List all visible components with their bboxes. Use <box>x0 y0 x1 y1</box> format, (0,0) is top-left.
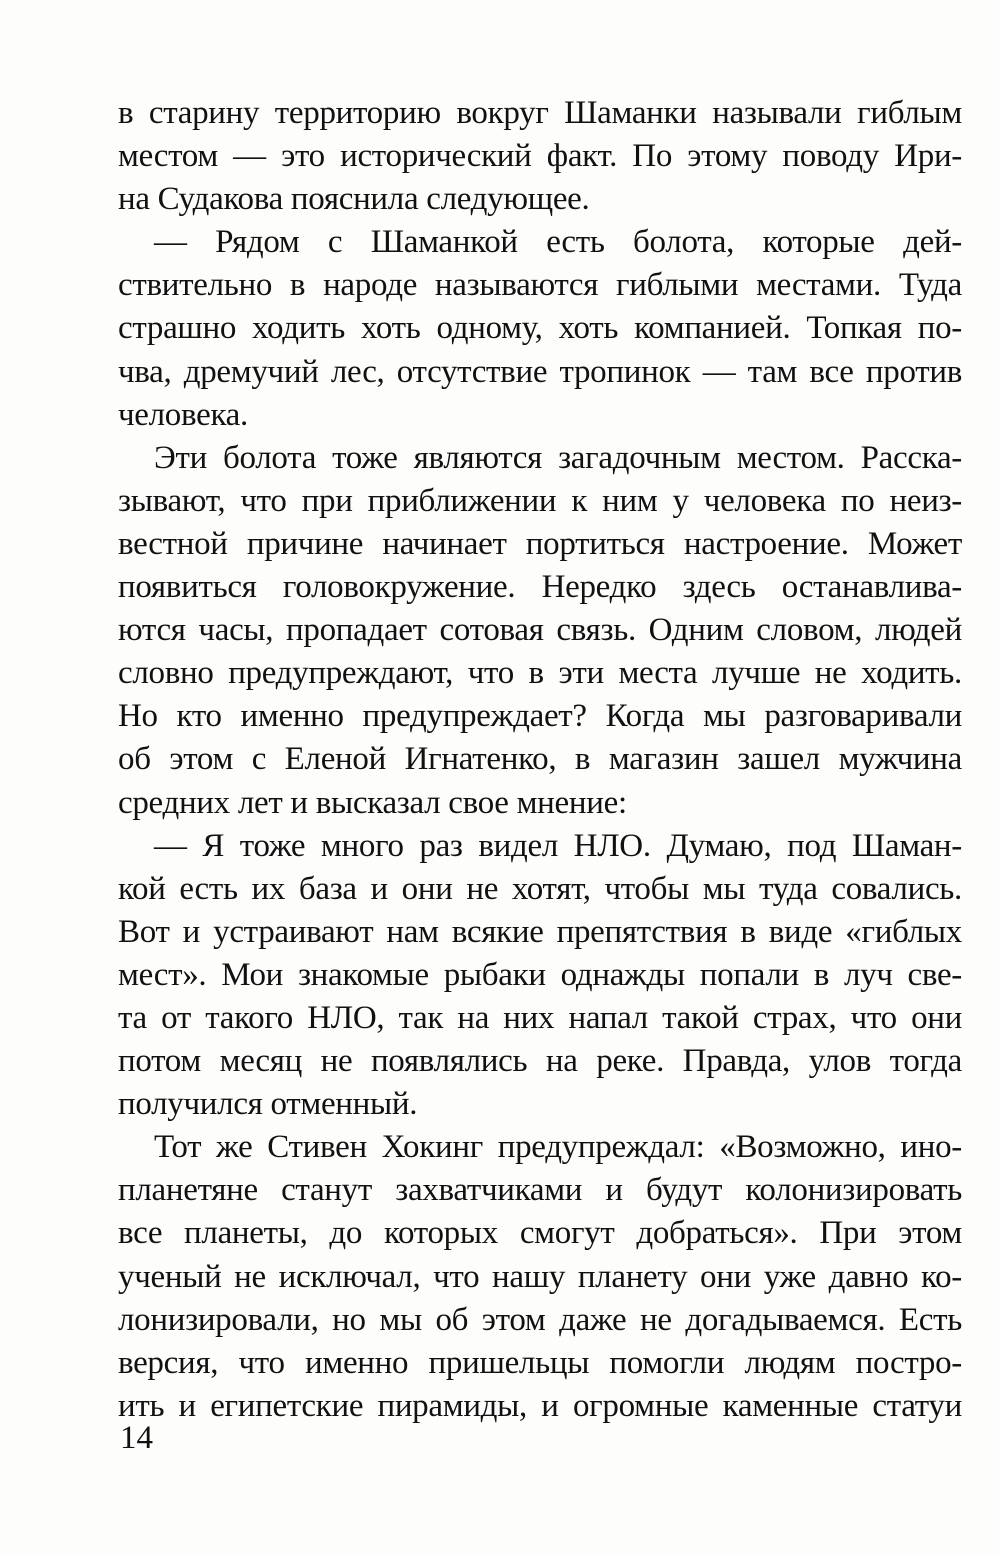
text-line: Тот же Стивен Хокинг предупреждал: «Возможно, ино- <box>154 1129 962 1166</box>
text-line: человека. <box>118 396 248 433</box>
text-line: — Я тоже много раз видел НЛО. Думаю, под Шаман- <box>154 827 962 864</box>
text-line: получился отменный. <box>118 1086 418 1123</box>
text-line: средних лет и высказал свое мнение: <box>118 784 627 821</box>
text-line: словно предупреждают, что в эти места лучше не ходить. <box>118 655 962 692</box>
text-line: зывают, что при приближении к ним у человека по неиз- <box>118 482 962 519</box>
text-line: планетяне станут захватчиками и будут колонизировать <box>118 1172 962 1209</box>
text-line: на Судакова пояснила следующее. <box>118 181 590 218</box>
text-line: вестной причине начинает портиться настроение. Может <box>118 525 962 562</box>
text-line: появиться головокружение. Нередко здесь останавлива- <box>118 569 962 606</box>
text-line: страшно ходить хоть одному, хоть компанией. Топкая по- <box>118 310 962 347</box>
text-line: ются часы, пропадает сотовая связь. Одним словом, людей <box>118 612 962 649</box>
text-line: все планеты, до которых смогут добраться». При этом <box>118 1215 962 1252</box>
text-line: кой есть их база и они не хотят, чтобы мы туда совались. <box>118 870 962 907</box>
text-line: Вот и устраивают нам всякие препятствия в виде «гиблых <box>118 913 962 950</box>
text-line: та от такого НЛО, так на них напал такой страх, что они <box>118 999 962 1036</box>
text-line: мест». Мои знакомые рыбаки однажды попали в луч све- <box>118 956 962 993</box>
text-line: чва, дремучий лес, отсутствие тропинок — там все против <box>118 353 962 390</box>
text-line: лонизировали, но мы об этом даже не догадываемся. Есть <box>118 1301 962 1338</box>
text-line: — Рядом с Шаманкой есть болота, которые дей- <box>154 224 962 261</box>
page-number: 14 <box>120 1420 153 1456</box>
text-line: Но кто именно предупреждает? Когда мы разговаривали <box>118 698 962 735</box>
text-line: Эти болота тоже являются загадочным местом. Расска- <box>154 439 962 476</box>
text-line: потом месяц не появлялись на реке. Правда, улов тогда <box>118 1043 962 1080</box>
text-line: местом — это исторический факт. По этому поводу Ири- <box>118 138 962 175</box>
text-line: об этом с Еленой Игнатенко, в магазин зашел мужчина <box>118 741 962 778</box>
body-text <box>118 92 962 1428</box>
text-line: ученый не исключал, что нашу планету они уже давно ко- <box>118 1258 962 1295</box>
text-line: ить и египетские пирамиды, и огромные каменные статуи <box>118 1387 962 1424</box>
text-line: ствительно в народе называются гиблыми местами. Туда <box>118 267 962 304</box>
text-line: версия, что именно пришельцы помогли людям постро- <box>118 1344 962 1381</box>
text-line: в старину территорию вокруг Шаманки называли гиблым <box>118 95 962 131</box>
